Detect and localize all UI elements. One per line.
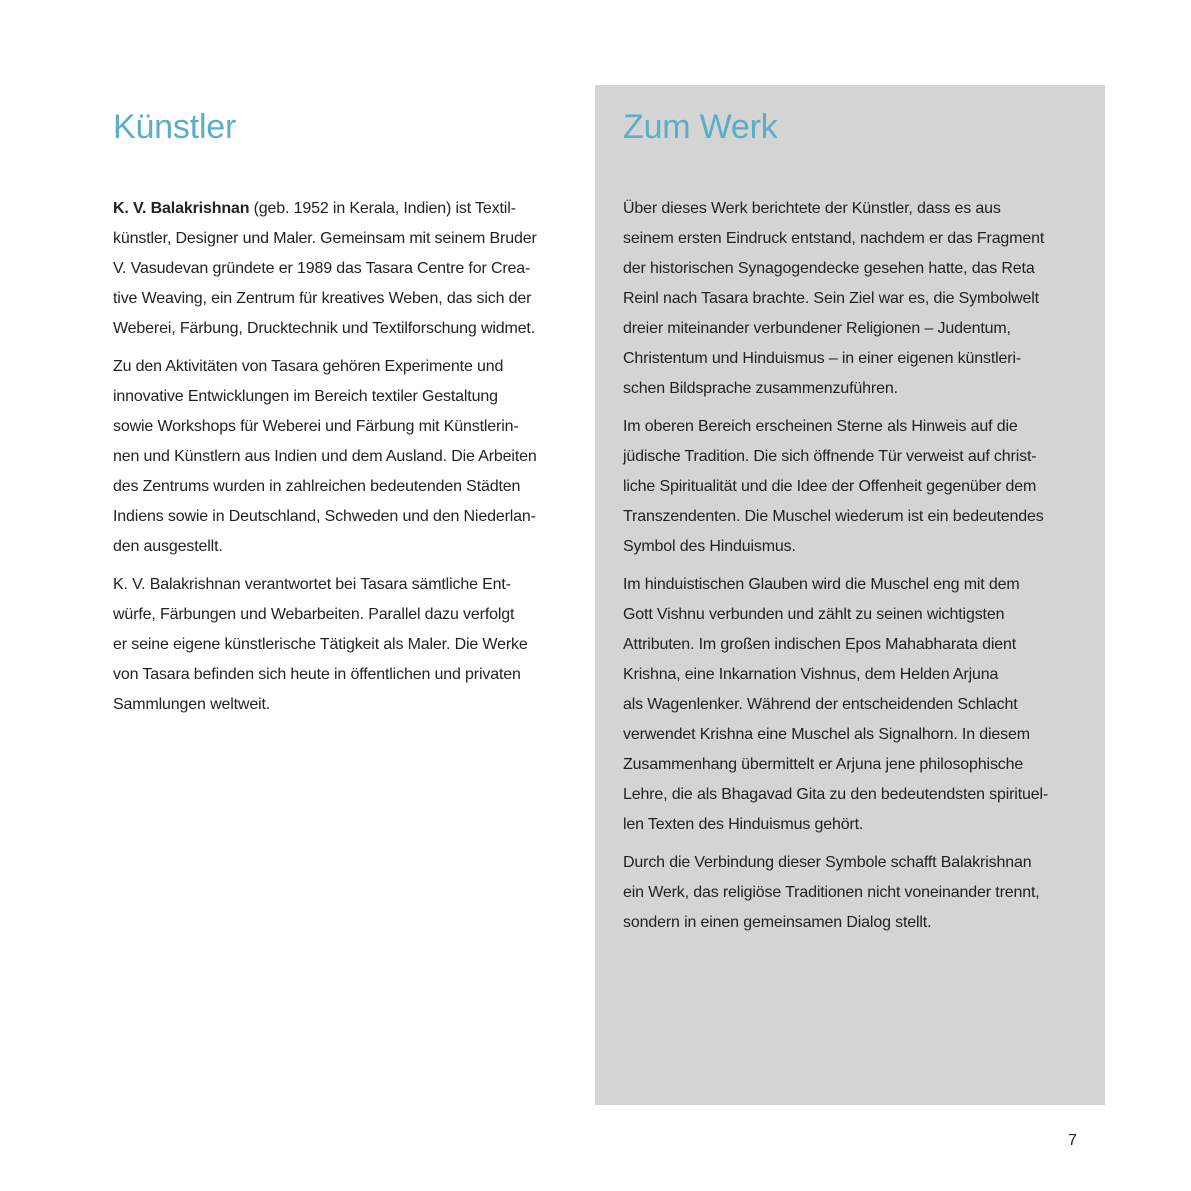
text-line: des Zentrums wurden in zahlreichen bedeutenden Städten xyxy=(113,478,521,495)
work-heading: Zum Werk xyxy=(623,108,778,146)
text-line: K. V. Balakrishnan verantwortet bei Tasara sämtliche Ent- xyxy=(113,576,511,593)
text-line: Krishna, eine Inkarnation Vishnus, dem Helden Arjuna xyxy=(623,666,999,683)
text-line: Im hinduistischen Glauben wird die Muschel eng mit dem xyxy=(623,576,1020,593)
text-line: nen und Künstlern aus Indien und dem Ausland. Die Arbeiten xyxy=(113,448,537,465)
artist-column xyxy=(113,100,573,728)
text-line: sowie Workshops für Weberei und Färbung mit Künstlerin- xyxy=(113,418,519,435)
text-line: Reinl nach Tasara brachte. Sein Ziel war es, die Symbolwelt xyxy=(623,290,1039,307)
text-line: Zu den Aktivitäten von Tasara gehören Experimente und xyxy=(113,358,504,375)
work-panel xyxy=(595,85,1105,1105)
text-line: als Wagenlenker. Während der entscheidenden Schlacht xyxy=(623,696,1018,713)
text-line: sondern in einen gemeinsamen Dialog stellt. xyxy=(623,914,932,931)
text-line: len Texten des Hinduismus gehört. xyxy=(623,816,864,833)
text-line: dreier miteinander verbundener Religionen – Judentum, xyxy=(623,320,1011,337)
work-paragraph-4 xyxy=(623,848,1083,938)
artist-heading: Künstler xyxy=(113,108,237,146)
artist-name: K. V. Balakrishnan xyxy=(113,200,250,217)
work-paragraph-3 xyxy=(623,570,1083,840)
text-line: verwendet Krishna eine Muschel als Signalhorn. In diesem xyxy=(623,726,1030,743)
text-line: er seine eigene künstlerische Tätigkeit als Maler. Die Werke xyxy=(113,636,528,653)
text-line: Lehre, die als Bhagavad Gita zu den bedeutendsten spirituel- xyxy=(623,786,1049,803)
text-line: jüdische Tradition. Die sich öffnende Tür verweist auf christ- xyxy=(623,448,1037,465)
artist-paragraph-2 xyxy=(113,352,573,562)
text-line: seinem ersten Eindruck entstand, nachdem er das Fragment xyxy=(623,230,1045,247)
text-line: Weberei, Färbung, Drucktechnik und Textilforschung widmet. xyxy=(113,320,536,337)
text-line: der historischen Synagogendecke gesehen hatte, das Reta xyxy=(623,260,1035,277)
text-line: Durch die Verbindung dieser Symbole schafft Balakrishnan xyxy=(623,854,1032,871)
text-line: Symbol des Hinduismus. xyxy=(623,538,796,555)
work-column xyxy=(623,100,1083,946)
text-line: würfe, Färbungen und Webarbeiten. Parallel dazu verfolgt xyxy=(113,606,515,623)
text-line: V. Vasudevan gründete er 1989 das Tasara Centre for Crea- xyxy=(113,260,531,277)
text-line: innovative Entwicklungen im Bereich textiler Gestaltung xyxy=(113,388,498,405)
artist-paragraph-3 xyxy=(113,570,573,720)
text-line: schen Bildsprache zusammenzuführen. xyxy=(623,380,898,397)
text-line: tive Weaving, ein Zentrum für kreatives Weben, das sich der xyxy=(113,290,532,307)
work-paragraph-1 xyxy=(623,194,1083,404)
text-fragment: (geb. 1952 in Kerala, Indien) ist Textil- xyxy=(249,200,516,217)
text-line: Über dieses Werk berichtete der Künstler, dass es aus xyxy=(623,200,1001,217)
page-number: 7 xyxy=(1068,1132,1077,1149)
work-paragraph-2 xyxy=(623,412,1083,562)
text-line: Gott Vishnu verbunden und zählt zu seinen wichtigsten xyxy=(623,606,1005,623)
text-line: von Tasara befinden sich heute in öffentlichen und privaten xyxy=(113,666,521,683)
text-line: Christentum und Hinduismus – in einer eigenen künstleri- xyxy=(623,350,1022,367)
text-line: Im oberen Bereich erscheinen Sterne als Hinweis auf die xyxy=(623,418,1018,435)
text-line: den ausgestellt. xyxy=(113,538,223,555)
text-line: Sammlungen weltweit. xyxy=(113,696,271,713)
text-line: Transzendenten. Die Muschel wiederum ist ein bedeutendes xyxy=(623,508,1044,525)
text-line xyxy=(113,194,573,224)
text-line: künstler, Designer und Maler. Gemeinsam mit seinem Bruder xyxy=(113,230,537,247)
artist-paragraph-1 xyxy=(113,194,573,344)
text-line: Attributen. Im großen indischen Epos Mahabharata dient xyxy=(623,636,1017,653)
text-line: ein Werk, das religiöse Traditionen nicht voneinander trennt, xyxy=(623,884,1040,901)
text-line: Zusammenhang übermittelt er Arjuna jene philosophische xyxy=(623,756,1024,773)
text-line: liche Spiritualität und die Idee der Offenheit gegenüber dem xyxy=(623,478,1037,495)
text-line: Indiens sowie in Deutschland, Schweden und den Niederlan- xyxy=(113,508,536,525)
